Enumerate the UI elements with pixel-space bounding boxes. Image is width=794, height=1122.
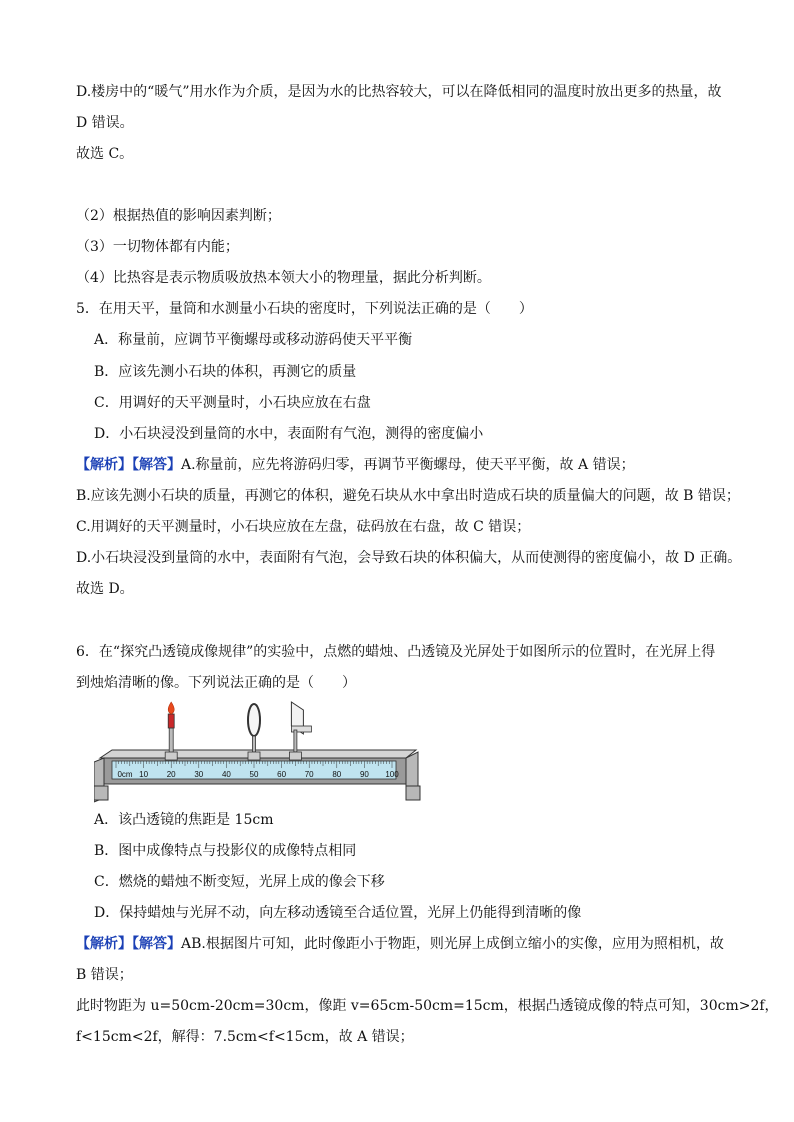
q6-answer-line3: 此时物距为 u=50cm-20cm=30cm，像距 v=65cm-50cm=15cm，根据凸透镜成像的特点可知，30cm>2f， <box>76 998 779 1014</box>
optical-bench-figure <box>94 700 424 810</box>
ruler-tick-label: 0cm <box>117 770 133 779</box>
q6-answer-line4: f<15cm<2f，解得：7.5cm<f<15cm，故 A 错误； <box>76 1029 414 1045</box>
ruler-tick-label: 80 <box>332 770 342 779</box>
q6-answer-ab: AB.根据图片可知，此时像距小于物距，则光屏上成倒立缩小的实像，应用为照相机，故 <box>181 936 724 952</box>
candle-holder-base <box>165 752 177 760</box>
q5-stem: 5．在用天平，量筒和水测量小石块的密度时，下列说法正确的是（ ） <box>76 301 533 317</box>
q5-option-a: A．称量前，应调节平衡螺母或移动游码使天平平衡 <box>94 332 413 348</box>
prev-note-2: （2）根据热值的影响因素判断； <box>76 208 281 224</box>
q6-option-d: D．保持蜡烛与光屏不动，向左移动透镜至合适位置，光屏上仍能得到清晰的像 <box>94 905 582 921</box>
prev-answer-line2: D 错误。 <box>76 115 134 131</box>
q6-option-a: A．该凸透镜的焦距是 15cm <box>94 812 274 828</box>
q6-stem-line2: 到烛焰清晰的像。下列说法正确的是（ ） <box>76 675 356 691</box>
q5-answer-b: B.应该先测小石块的质量，再测它的体积，避免石块从水中拿出时造成石块的质量偏大的问题，故 B 错误； <box>76 488 740 504</box>
q6-stem-line1: 6．在“探究凸透镜成像规律”的实验中，点燃的蜡烛、凸透镜及光屏处于如图所示的位置时，在光屏上得 <box>76 644 716 660</box>
q5-option-b: B．应该先测小石块的体积，再测它的质量 <box>94 364 357 380</box>
q5-answer-a: A.称量前，应先将游码归零，再调节平衡螺母，使天平平衡，故 A 错误； <box>181 457 635 473</box>
lens-ring <box>248 704 260 736</box>
ruler-tick-label: 70 <box>304 770 314 779</box>
q6-analysis-tag: 【解析】【解答】 <box>76 936 181 952</box>
q5-answer-choice: 故选 D。 <box>76 581 134 597</box>
ruler-tick-label: 90 <box>359 770 369 779</box>
screen-base <box>289 752 301 760</box>
ruler-tick-label: 40 <box>221 770 231 779</box>
ruler-tick-label: 100 <box>385 770 399 779</box>
candle-flame <box>168 702 174 714</box>
lens-base <box>248 752 260 760</box>
ruler-tick-label: 20 <box>166 770 176 779</box>
q5-answer-first <box>76 455 635 475</box>
prev-answer-line3: 故选 C。 <box>76 146 134 162</box>
candle-body <box>168 714 174 728</box>
prev-note-3: （3）一切物体都有内能； <box>76 239 239 255</box>
lens-stem <box>253 736 256 752</box>
q6-option-c: C．燃烧的蜡烛不断变短，光屏上成的像会下移 <box>94 874 385 890</box>
q5-analysis-tag: 【解析】【解答】 <box>76 457 181 473</box>
ruler-tick-label: 30 <box>194 770 204 779</box>
prev-answer-line1: D.楼房中的“暖气”用水作为介质，是因为水的比热容较大，可以在降低相同的温度时放出更多的热量，故 <box>76 84 722 100</box>
q6-answer-first <box>76 934 724 954</box>
q6-option-b: B．图中成像特点与投影仪的成像特点相同 <box>94 843 357 859</box>
q5-option-c: C．用调好的天平测量时，小石块应放在右盘 <box>94 395 371 411</box>
ruler-tick-label: 60 <box>277 770 287 779</box>
screen-stem <box>294 730 297 752</box>
ruler-tick-label: 50 <box>249 770 259 779</box>
q5-answer-c: C.用调好的天平测量时，小石块应放在左盘，砝码放在右盘，故 C 错误； <box>76 519 531 535</box>
ruler-tick-label: 10 <box>139 770 149 779</box>
q5-answer-d: D.小石块浸没到量筒的水中，表面附有气泡，会导致石块的体积偏大，从而使测得的密度偏小，故 D 正确。 <box>76 550 742 566</box>
q5-option-d: D．小石块浸没到量筒的水中，表面附有气泡，测得的密度偏小 <box>94 426 484 442</box>
prev-note-4: （4）比热容是表示物质吸放热本领大小的物理量，据此分析判断。 <box>76 270 491 286</box>
q6-answer-line2: B 错误； <box>76 967 133 983</box>
